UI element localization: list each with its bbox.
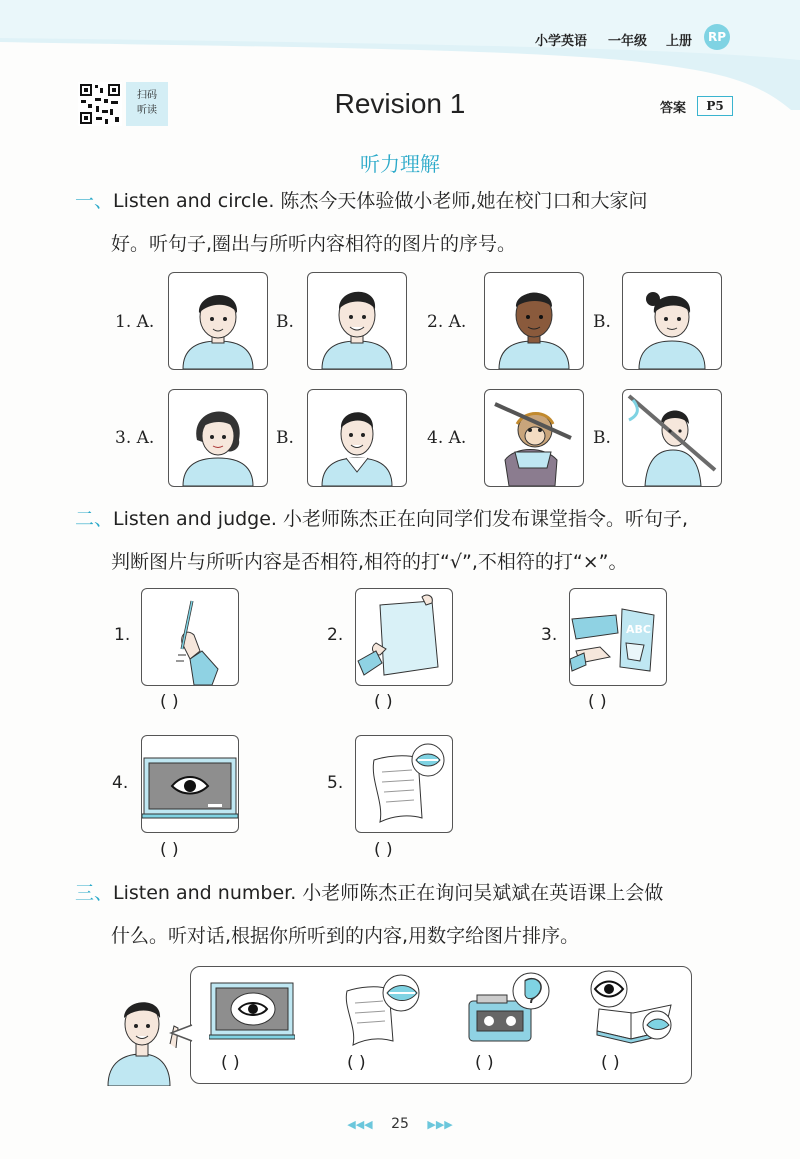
hand-opening-book-picture[interactable] [569, 588, 667, 686]
mouth-reading-paper-picture[interactable] [355, 735, 453, 833]
q4-b-label: B. [593, 428, 611, 448]
q1-a-label: 1. A. [115, 312, 155, 332]
section1-line1: Listen and circle. 陈杰今天体验做小老师,她在校门口和大家问 [113, 190, 648, 212]
section3-instructions [75, 872, 735, 958]
rp-badge: RP [704, 24, 730, 50]
answer-page[interactable]: P5 [697, 96, 733, 116]
section2-line1: Listen and judge. 小老师陈杰正在向同学们发布课堂指令。听句子, [113, 508, 689, 530]
listen-label: 听读 [137, 105, 157, 116]
section2-number: 二、 [75, 508, 114, 530]
hand-writing-pencil-picture[interactable] [141, 588, 239, 686]
order-3-answer[interactable]: ( ) [475, 1053, 494, 1073]
ear-tape-player-icon [465, 971, 555, 1047]
section-heading: 听力理解 [360, 152, 440, 176]
number-order-panel [190, 966, 692, 1084]
eye-book-mouth-icon [585, 969, 681, 1049]
left-arrows-icon: ◀◀◀ [347, 1118, 373, 1131]
q2-b-label: B. [593, 312, 611, 332]
judge-4-label: 4. [112, 773, 129, 793]
section3-number: 三、 [75, 882, 114, 904]
section1-number: 一、 [75, 190, 114, 212]
header-subject: 小学英语 [535, 34, 588, 49]
eye-blackboard-icon [209, 977, 295, 1043]
q3-b-label: B. [276, 428, 294, 448]
section1-instructions [75, 180, 735, 266]
woman-curly-hair-picture[interactable] [168, 389, 268, 487]
q2-a-label: 2. A. [427, 312, 467, 332]
section1-line2: 好。听句子,圈出与所听内容相符的图片的序号。 [111, 233, 517, 255]
judge-5-answer[interactable]: ( ) [374, 840, 393, 860]
header-volume: 上册 [666, 34, 693, 49]
judge-3-answer[interactable]: ( ) [588, 692, 607, 712]
answer-label: 答案 [660, 101, 687, 116]
scan-label: 扫码 [137, 90, 157, 101]
speech-pointer [169, 1023, 193, 1043]
section2-instructions [75, 498, 735, 584]
mouth-paper-icon [337, 971, 427, 1047]
judge-2-answer[interactable]: ( ) [374, 692, 393, 712]
hand-holding-paper-picture[interactable] [355, 588, 453, 686]
dark-skinned-boy-picture[interactable] [484, 272, 584, 370]
judge-4-answer[interactable]: ( ) [160, 840, 179, 860]
eye-on-blackboard-picture[interactable] [141, 735, 239, 833]
right-arrows-icon: ▶▶▶ [427, 1118, 453, 1131]
judge-3-label: 3. [541, 625, 558, 645]
section2-line2: 判断图片与所听内容是否相符,相符的打“√”,不相符的打“×”。 [111, 551, 628, 573]
judge-2-label: 2. [327, 625, 344, 645]
q3-a-label: 3. A. [115, 428, 155, 448]
page-footer [0, 1116, 800, 1132]
page-number: 25 [391, 1116, 409, 1132]
book-text: ABC [626, 623, 651, 636]
boy-smiling-picture[interactable] [307, 272, 407, 370]
header-grade: 一年级 [608, 34, 648, 49]
book-illustration [570, 589, 666, 685]
order-4-answer[interactable]: ( ) [601, 1053, 620, 1073]
q1-b-label: B. [276, 312, 294, 332]
page-title: Revision 1 [334, 88, 466, 119]
section3-line2: 什么。听对话,根据你所听到的内容,用数字给图片排序。 [111, 925, 580, 947]
warrior-spear-picture[interactable] [622, 389, 722, 487]
monkey-king-picture[interactable] [484, 389, 584, 487]
man-short-hair-picture[interactable] [307, 389, 407, 487]
judge-5-label: 5. [327, 773, 344, 793]
section3-line1: Listen and number. 小老师陈杰正在询问吴斌斌在英语课上会做 [113, 882, 664, 904]
boy-glasses-picture[interactable] [168, 272, 268, 370]
q4-a-label: 4. A. [427, 428, 467, 448]
judge-1-label: 1. [114, 625, 131, 645]
order-1-answer[interactable]: ( ) [221, 1053, 240, 1073]
judge-1-answer[interactable]: ( ) [160, 692, 179, 712]
order-2-answer[interactable]: ( ) [347, 1053, 366, 1073]
girl-ponytail-picture[interactable] [622, 272, 722, 370]
